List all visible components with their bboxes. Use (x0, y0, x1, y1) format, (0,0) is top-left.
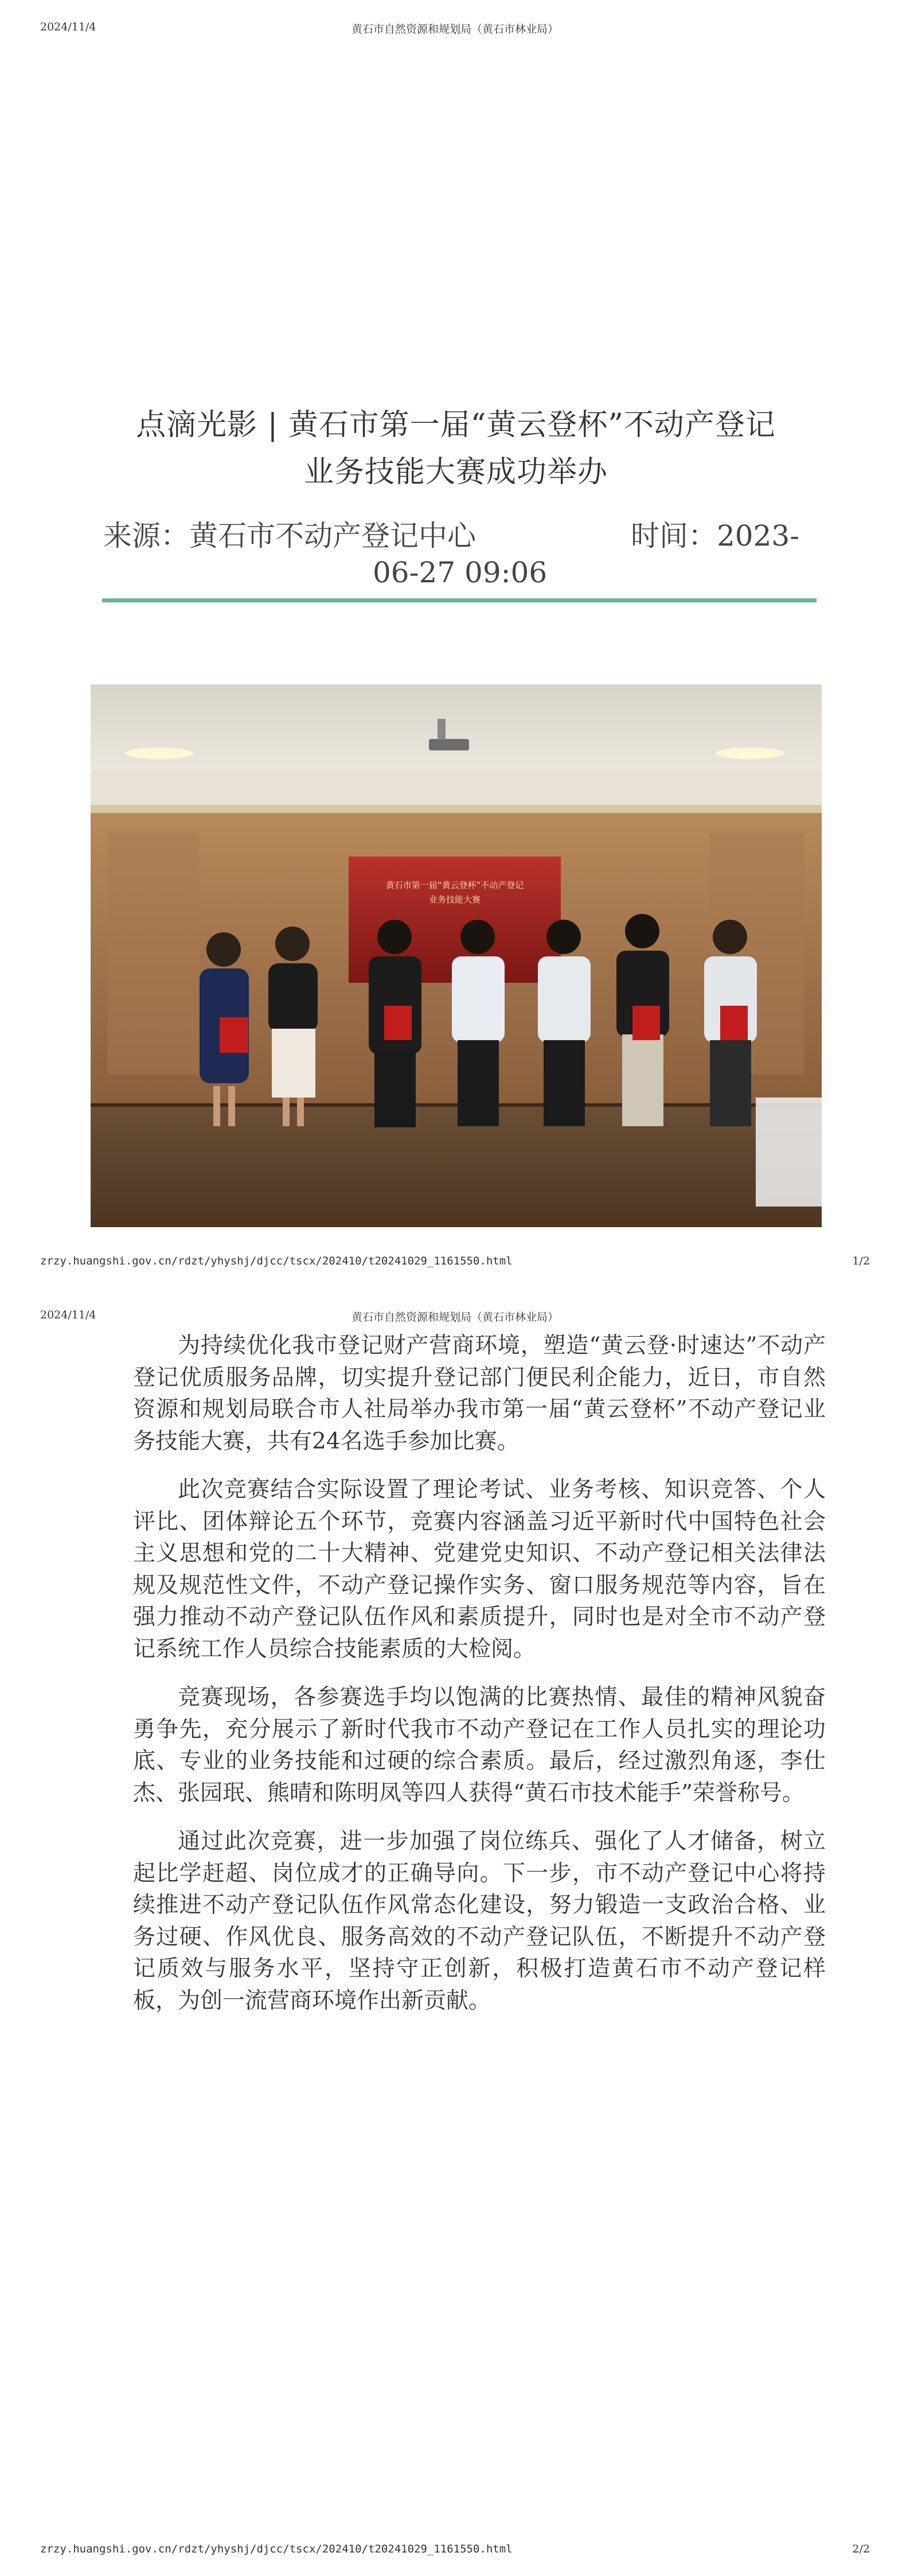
footer-page-number: 2/2 (852, 2543, 870, 2555)
screen-text-line-1: 黄石市第一届“黄云登杯”不动产登记 (385, 880, 524, 890)
footer-url: zrzy.huangshi.gov.cn/rdzt/yhyshj/djcc/tscx/202410/t20241029_1161550.html (40, 2543, 513, 2555)
article-title-line-1: 点滴光影 | 黄石市第一届“黄云登杯”不动产登记 (136, 408, 776, 442)
article-time-prefix: 时间：2023- (631, 519, 800, 552)
article-body (133, 1330, 826, 2033)
header-site-title: 黄石市自然资源和规划局（黄石市林业局） (351, 1311, 559, 1324)
article-source: 来源：黄石市不动产登记中心 (103, 519, 476, 552)
article-paragraph: 竞赛现场，各参赛选手均以饱满的比赛热情、最佳的精神风貌奋勇争先，充分展示了新时代我市不动产登记在工作人员扎实的理论功底、专业的业务技能和过硬的综合素质。最后，经过激烈角逐，李仕杰、张园珉、熊晴和陈明凤等四人获得“黄石市技术能手”荣誉称号。 (133, 1684, 826, 1806)
footer-url: zrzy.huangshi.gov.cn/rdzt/yhyshj/djcc/tscx/202410/t20241029_1161550.html (40, 1255, 513, 1267)
header-date: 2024/11/4 (40, 21, 96, 33)
header-site-title: 黄石市自然资源和规划局（黄石市林业局） (351, 23, 559, 36)
article-title (97, 402, 814, 496)
article-paragraph: 为持续优化我市登记财产营商环境，塑造“黄云登·时速达”不动产登记优质服务品牌，切实提升登记部门便民利企能力，近日，市自然资源和规划局联合市人社局举办我市第一届“黄云登杯”不动产登记业务技能大赛，共有24名选手参加比赛。 (133, 1333, 826, 1454)
header-date: 2024/11/4 (40, 1309, 96, 1321)
article-paragraph: 通过此次竞赛，进一步加强了岗位练兵、强化了人才储备，树立起比学赶超、岗位成才的正确导向。下一步，市不动产登记中心将持续推进不动产登记队伍作风常态化建设，努力锻造一支政治合格、业务过硬、作风优良、服务高效的不动产登记队伍，不断提升不动产登记质效与服务水平，坚持守正创新，积极打造黄石市不动产登记样板，为创一流营商环境作出新贡献。 (133, 1828, 826, 2014)
award-ceremony-photo (91, 684, 822, 1227)
title-divider (102, 598, 817, 602)
article-meta (103, 517, 814, 589)
article-time-suffix: 06-27 09:06 (373, 556, 548, 589)
article-title-line-2: 业务技能大赛成功举办 (303, 455, 608, 489)
footer-page-number: 1/2 (852, 1255, 870, 1267)
screen-text-line-2: 业务技能大赛 (428, 894, 481, 905)
article-paragraph: 此次竞赛结合实际设置了理论考试、业务考核、知识竞答、个人评比、团体辩论五个环节，竞赛内容涵盖习近平新时代中国特色社会主义思想和党的二十大精神、党建党史知识、不动产登记相关法律法规及规范性文件，不动产登记操作实务、窗口服务规范等内容，旨在强力推动不动产登记队伍作风和素质提升，同时也是对全市不动产登记系统工作人员综合技能素质的大检阅。 (133, 1477, 826, 1662)
